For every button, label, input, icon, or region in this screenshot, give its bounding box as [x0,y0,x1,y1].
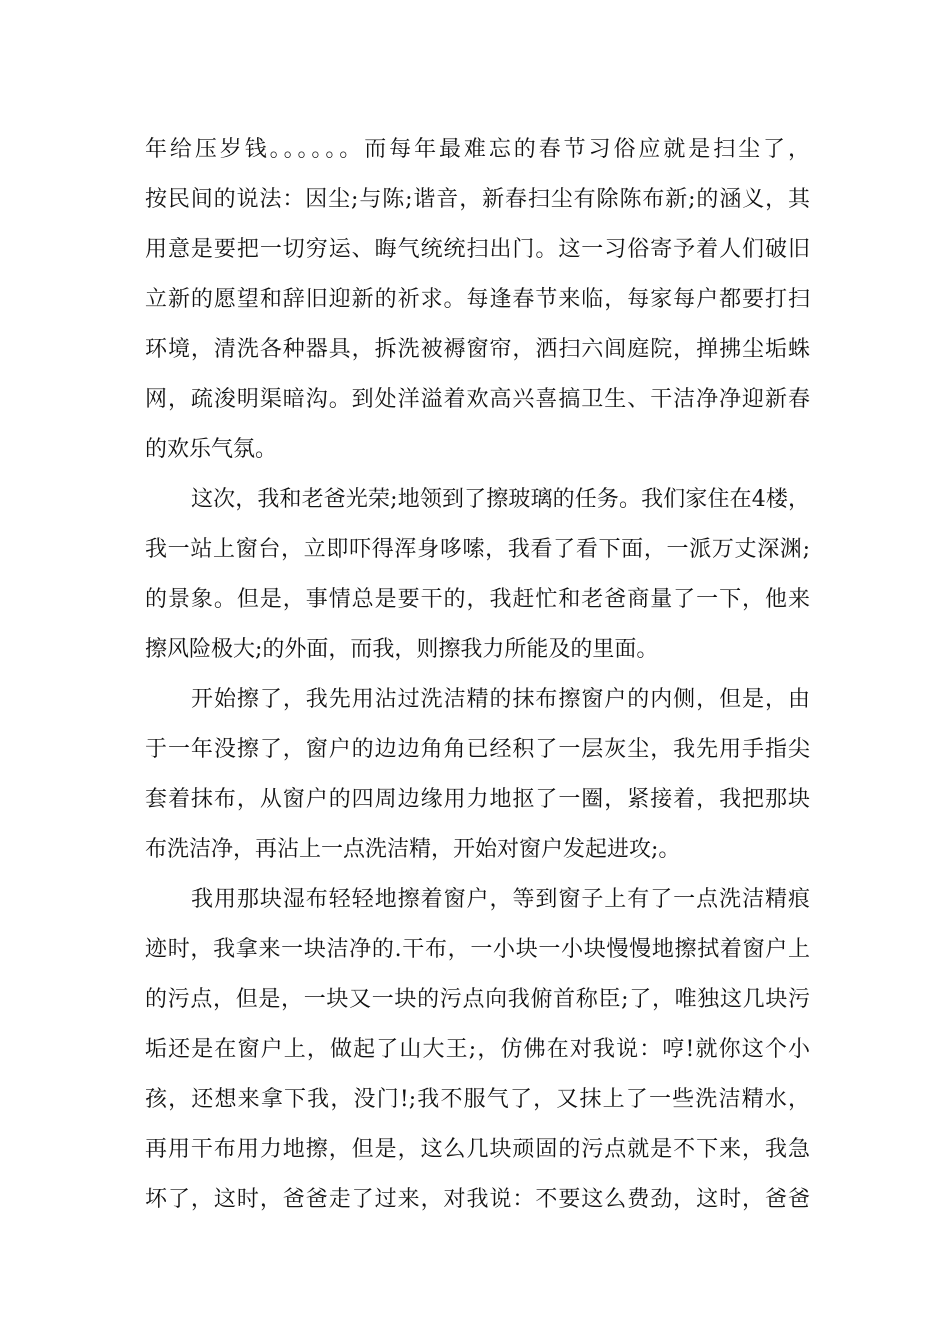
text-line: 擦风险极大;的外面，而我，则擦我力所能及的里面。 [145,637,659,662]
text-line: 再用干布用力地擦，但是，这么几块顽固的污点就是不下来，我急 [145,1137,810,1162]
text-line: 的景象。但是，事情总是要干的，我赶忙和老爸商量了一下，他来 [145,587,810,612]
text-line: 立新的愿望和辞旧迎新的祈求。每逢春节来临，每家每户都要打扫 [145,287,810,312]
text-line: 垢还是在窗户上，做起了山大王;，仿佛在对我说：哼!就你这个小 [145,1037,810,1062]
text-line: 坏了，这时，爸爸走了过来，对我说：不要这么费劲，这时，爸爸 [145,1187,810,1212]
text-line: 迹时，我拿来一块洁净的.干布，一小块一小块慢慢地擦拭着窗户上 [145,937,810,962]
text-line: 孩，还想来拿下我，没门!;我不服气了，又抹上了一些洗洁精水， [145,1087,810,1112]
text-line: 用意是要把一切穷运、晦气统统扫出门。这一习俗寄予着人们破旧 [145,237,810,262]
text-line: 网，疏浚明渠暗沟。到处洋溢着欢高兴喜搞卫生、干洁净净迎新春 [145,387,810,412]
text-line: 套着抹布，从窗户的四周边缘用力地抠了一圈，紧接着，我把那块 [145,787,810,812]
text-line: 环境，清洗各种器具，拆洗被褥窗帘，洒扫六闾庭院，掸拂尘垢蛛 [145,337,810,362]
text-line: 的污点，但是，一块又一块的污点向我俯首称臣;了，唯独这几块污 [145,987,810,1012]
paragraph-first-line: 开始擦了，我先用沾过洗洁精的抹布擦窗户的内侧，但是，由 [191,687,810,712]
text-line: 我一站上窗台，立即吓得浑身哆嗦，我看了看下面，一派万丈深渊; [145,537,810,562]
paragraph-first-line: 我用那块湿布轻轻地擦着窗户，等到窗子上有了一点洗洁精痕 [191,887,810,912]
article-body [145,125,810,1225]
text-line: 年给压岁钱。。。。。。而每年最难忘的春节习俗应就是扫尘了， [145,137,810,162]
text-line: 于一年没擦了，窗户的边边角角已经积了一层灰尘，我先用手指尖 [145,737,810,762]
text-line: 的欢乐气氛。 [145,437,278,462]
text-line: 按民间的说法：因尘;与陈;谐音，新春扫尘有除陈布新;的涵义，其 [145,187,810,212]
text-line: 布洗洁净，再沾上一点洗洁精，开始对窗户发起进攻;。 [145,837,681,862]
paragraph-first-line: 这次，我和老爸光荣;地领到了擦玻璃的任务。我们家住在4楼， [191,487,810,512]
